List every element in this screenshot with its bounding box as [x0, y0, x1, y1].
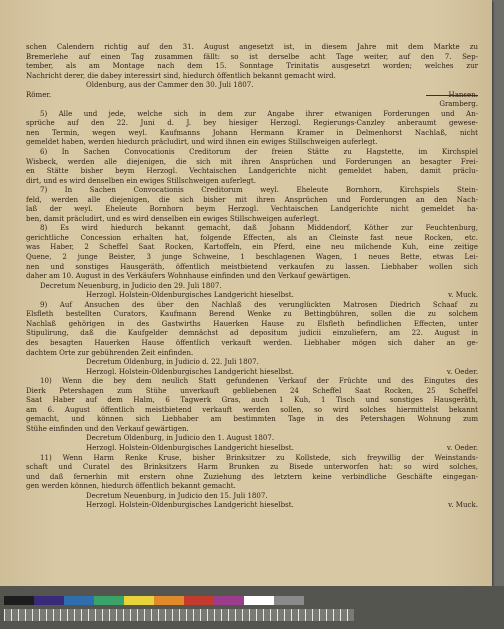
- text-line: Gramberg.: [439, 99, 478, 109]
- signature-line: [26, 90, 478, 100]
- text-line: Stühe einfinden und den Verkauf gewärtigen.: [26, 423, 189, 433]
- text-line: tember, als am Montage nach dem 15. Sonntage Trinitatis ausgesetzt worden; welches zur: [26, 61, 478, 71]
- text-line: Quene, 2 junge Beister, 3 junge Schweine, 1 beschlagenen Wagen, 1 neues Bette, etwas Lei-: [26, 252, 478, 262]
- text-line: feld, werden alle diejenigen, die sich bisher mit ihren Ansprüchen und Forderungen an den Nach-: [26, 194, 478, 204]
- text-line: Nachricht derer, die dabey interessirt sind, hiedurch öffentlich bekannt gemacht wird.: [26, 70, 336, 80]
- text-line: nen Termin, wegen weyl. Kaufmanns Johann Hermann Kramer in Delmenhorst Nachlaß, nicht: [26, 127, 478, 137]
- scan-calibration-strip: [0, 586, 504, 629]
- text-line: schaft und Curatel des Brinksitzers Harm Brunken zu Bisede unterworfen hat: so wird solches,: [26, 462, 478, 472]
- text-line: und daß fernerhin mit erstern ohne Zuziehung des letztern keine verbindliche Geschäfte eingegan-: [26, 471, 478, 481]
- document-text: [26, 42, 478, 510]
- text-line: Bremerlehe auf einen Tag zusammen fällt: so ist derselbe acht Tage weiter, auf den 7. Sep-: [26, 51, 478, 61]
- color-swatch: [214, 596, 244, 605]
- signature-right: v. Oeder.: [446, 442, 478, 452]
- text-line: gerichtliche Concession erhalten hat, folgende Effecten, als an Cleinste fast neue Rocken, etc.: [26, 232, 478, 242]
- text-line: dachtem Orte zur gebührenden Zeit einfinden.: [26, 347, 194, 357]
- signature-left: Herzogl. Holstein-Oldenburgisches Landgericht hieselbst.: [86, 366, 294, 376]
- text-line: Decretum Neuenburg, in Judicio den 15. Juli 1807.: [86, 490, 268, 500]
- text-line: 6) In Sachen Convocationis Creditorum der freien Stätte zu Hagstette, im Kirchspiel: [40, 147, 478, 157]
- signature-left: Decretum Neuenburg, in Judicio den 29. Juli 1807.: [40, 280, 222, 290]
- color-swatch: [94, 596, 124, 605]
- text-line: gemeldet haben, werden hiedurch präcludirt, und wird ihnen ein ewiges Stillschweigen auferlegt.: [26, 137, 378, 147]
- text-line: sprüche auf den 22. Juni d. J. bey hiesiger Herzogl. Regierungs-Canzley anberaumt gewese-: [26, 118, 478, 128]
- separator-rule: [426, 95, 478, 96]
- text-line: daher am 10. August in des Verkäufers Wohnhause einfinden und den Verkauf gewärtigen.: [26, 271, 351, 281]
- text-line: gemacht, und können sich Liebhaber am bestimmten Tage in des Petershagen Wohnung zum: [26, 414, 478, 424]
- text-line: was Haber, 2 Scheffel Saat Rocken, Kartoffeln, ein Pferd, eine neu milchende Kuh, eine zeitige: [26, 242, 478, 252]
- signature-right: v. Oeder.: [446, 366, 478, 376]
- text-line: laß der weyl. Eheleute Bornhorn beym Herzogl. Vechtaischen Landgerichte nicht gemeldet ha-: [26, 204, 478, 214]
- text-line: Elsfleth bestellten Curators, Kaufmann Berend Wenke zu Bettingbühren, sollen die zu solchem: [26, 309, 478, 319]
- text-line: schen Calendern richtig auf den 31. August angesetzt ist, in diesem Jahre mit dem Markte zu: [26, 42, 478, 51]
- text-line: 5) Alle und jede, welche sich in dem zur Angabe ihrer etwanigen Forderungen und An-: [40, 108, 478, 118]
- text-line: dirt, und es wird denselben ein ewiges Stillschweigen auferlegt.: [26, 175, 256, 185]
- color-calibration-bar: [4, 596, 304, 605]
- color-swatch: [244, 596, 274, 605]
- text-line: Saat Haber auf dem Halm, 6 Tagwerk Gras, auch 1 Kuh, 1 Tisch und sonstiges Hausgeräth,: [26, 395, 478, 405]
- text-line: nen und sonstiges Hausgeräth, öffentlich meistbietend verkaufen zu lassen. Liebhaber wollen sich: [26, 261, 478, 271]
- text-line: Dierk Petershagen zum Stühe unverkauft gebliebenen 24 Scheffel Saat Rocken, 25 Scheffel: [26, 385, 478, 395]
- text-line: Nachlaß gehörigen in des Gastwirths Hauerken Hause zu Elsfleth befindlichen Effecten, unter: [26, 318, 478, 328]
- color-swatch: [4, 596, 34, 605]
- text-line: Stipulirung, daß die Kaufgelder demnächst ad depositum judicii einzuliefern, am 22. August in: [26, 328, 478, 338]
- scale-ruler: [4, 609, 354, 621]
- text-line: 9) Auf Ansuchen des über den Nachlaß des verunglückten Matrosen Diedrich Schaaf zu: [40, 299, 478, 309]
- text-line: Decretum Oldenburg, in Judicio den 1. August 1807.: [86, 433, 275, 443]
- color-swatch: [34, 596, 64, 605]
- signature-line: [26, 290, 478, 300]
- signature-left: Römer.: [26, 89, 52, 99]
- text-line: 8) Es wird hiedurch bekannt gemacht, daß Johann Middendorf, Köther zur Feuchtenburg,: [40, 223, 478, 233]
- text-line: Wisbeck, werden alle diejenigen, die sich mit ihren Ansprüchen und Forderungen an besagter Frei-: [26, 156, 478, 166]
- signature-line: [26, 281, 478, 291]
- signature-left: Herzogl. Holstein-Oldenburgisches Landgericht hieselbst.: [86, 290, 294, 300]
- signature-line: [26, 367, 478, 377]
- text-line: 11) Wenn Harm Renke Kruse, bisher Brinksitzer zu Kollstede, sich freywillig der Weinstands-: [40, 452, 478, 462]
- text-line: am 6. August öffentlich meistbietend verkauft werden sollen, so wird solches hiermittelst bekannt: [26, 404, 478, 414]
- color-swatch: [274, 596, 304, 605]
- signature-right: v. Muck.: [448, 290, 478, 300]
- text-line: Decretum Oldenburg, in Judicio d. 22. Juli 1807.: [86, 357, 259, 367]
- color-swatch: [154, 596, 184, 605]
- text-line: Oldenburg, aus der Cammer den 30. Juli 1807.: [86, 80, 254, 90]
- text-line: 7) In Sachen Convocationis Creditorum weyl. Eheleute Bornhorn, Kirchspiels Stein-: [40, 185, 478, 195]
- color-swatch: [124, 596, 154, 605]
- signature-right: Hansen.: [448, 89, 478, 99]
- color-swatch: [64, 596, 94, 605]
- signature-left: Herzogl. Holstein-Oldenburgisches Landgericht hieselbst.: [86, 442, 294, 452]
- text-line: gen werden können, hiedurch öffentlich bekannt gemacht.: [26, 481, 236, 491]
- signature-line: [26, 443, 478, 453]
- text-line: 10) Wenn die bey dem neulich Statt gefundenen Verkauf der Früchte und des Eingutes des: [40, 376, 478, 386]
- text-line: ben, damit präcludirt, und es wird denselben ein ewiges Stillschweigen auferlegt.: [26, 213, 320, 223]
- signature-right: v. Muck.: [448, 500, 478, 510]
- text-line: en Stätte bisher beym Herzogl. Vechtaischen Landgerichte nicht gemeldet haben, damit präclu-: [26, 166, 478, 176]
- signature-left: Herzogl. Holstein-Oldenburgisches Landgericht hieselbst.: [86, 500, 294, 510]
- text-line: des besagten Hauerken Hause öffentlich verkauft werden. Liebhaber mögen sich daher an ge-: [26, 337, 478, 347]
- color-swatch: [184, 596, 214, 605]
- signature-line: [26, 500, 478, 510]
